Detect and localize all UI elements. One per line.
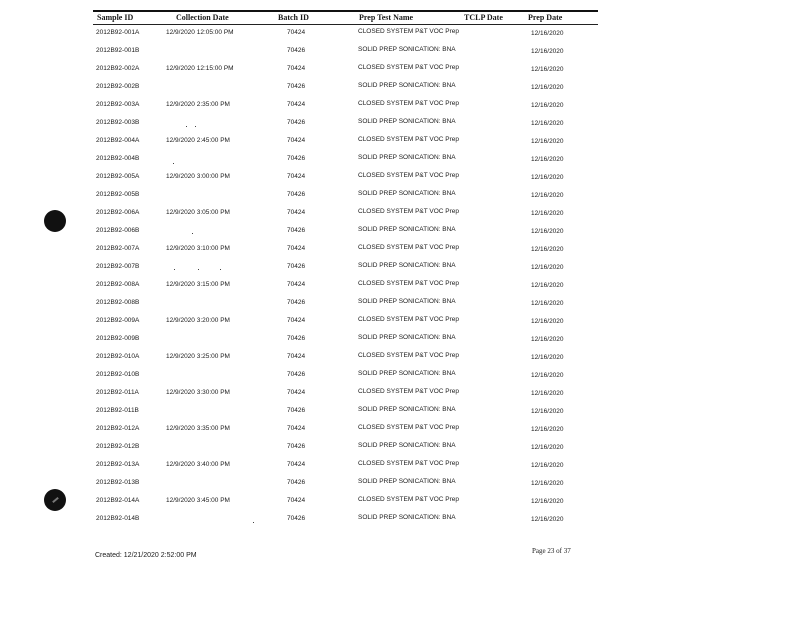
cell-prep-date: 12/16/2020 <box>531 372 564 379</box>
cell-batch-id: 70424 <box>287 209 306 216</box>
table-row <box>0 388 800 406</box>
table-row <box>0 352 800 370</box>
cell-collection-date: 12/9/2020 3:30:00 PM <box>166 389 230 396</box>
cell-prep-test-name: SOLID PREP SONICATION: BNA <box>358 154 456 161</box>
cell-batch-id: 70424 <box>287 425 306 432</box>
cell-prep-date: 12/16/2020 <box>531 264 564 271</box>
table-row <box>0 136 800 154</box>
header-prep-date: Prep Date <box>528 13 563 22</box>
cell-sample-id: 2012B92-006B <box>96 227 140 234</box>
cell-sample-id: 2012B92-002A <box>96 65 140 72</box>
cell-collection-date: 12/9/2020 2:45:00 PM <box>166 137 230 144</box>
table-row <box>0 154 800 172</box>
footer-page-number: Page 23 of 37 <box>532 547 571 555</box>
table-row <box>0 172 800 190</box>
cell-sample-id: 2012B92-013A <box>96 461 140 468</box>
cell-batch-id: 70424 <box>287 317 306 324</box>
cell-collection-date: 12/9/2020 3:25:00 PM <box>166 353 230 360</box>
cell-prep-test-name: CLOSED SYSTEM P&T VOC Prep <box>358 244 460 251</box>
cell-prep-date: 12/16/2020 <box>531 426 564 433</box>
cell-batch-id: 70426 <box>287 515 306 522</box>
cell-prep-test-name: CLOSED SYSTEM P&T VOC Prep <box>358 388 460 395</box>
cell-sample-id: 2012B92-014B <box>96 515 140 522</box>
cell-collection-date: 12/9/2020 12:05:00 PM <box>166 29 234 36</box>
table-row <box>0 298 800 316</box>
table-row <box>0 514 800 532</box>
cell-prep-test-name: CLOSED SYSTEM P&T VOC Prep <box>358 316 460 323</box>
cell-sample-id: 2012B92-001A <box>96 29 140 36</box>
cell-sample-id: 2012B92-013B <box>96 479 140 486</box>
header-bottom-rule <box>93 24 598 25</box>
table-row <box>0 496 800 514</box>
table-row <box>0 280 800 298</box>
cell-collection-date: 12/9/2020 2:35:00 PM <box>166 101 230 108</box>
table-row <box>0 28 800 46</box>
cell-sample-id: 2012B92-007B <box>96 263 140 270</box>
cell-batch-id: 70426 <box>287 479 306 486</box>
cell-sample-id: 2012B92-005B <box>96 191 140 198</box>
cell-prep-test-name: SOLID PREP SONICATION: BNA <box>358 118 456 125</box>
punch-hole-lower <box>44 489 66 511</box>
table-row <box>0 406 800 424</box>
cell-prep-test-name: SOLID PREP SONICATION: BNA <box>358 298 456 305</box>
cell-prep-test-name: SOLID PREP SONICATION: BNA <box>358 370 456 377</box>
cell-batch-id: 70424 <box>287 389 306 396</box>
cell-batch-id: 70426 <box>287 47 306 54</box>
cell-batch-id: 70424 <box>287 497 306 504</box>
cell-prep-date: 12/16/2020 <box>531 318 564 325</box>
cell-batch-id: 70424 <box>287 173 306 180</box>
table-row <box>0 226 800 244</box>
cell-sample-id: 2012B92-010A <box>96 353 140 360</box>
cell-prep-date: 12/16/2020 <box>531 462 564 469</box>
cell-batch-id: 70424 <box>287 65 306 72</box>
cell-collection-date: 12/9/2020 3:20:00 PM <box>166 317 230 324</box>
cell-sample-id: 2012B92-011A <box>96 389 139 396</box>
cell-prep-test-name: CLOSED SYSTEM P&T VOC Prep <box>358 280 460 287</box>
cell-batch-id: 70424 <box>287 101 306 108</box>
cell-prep-date: 12/16/2020 <box>531 408 564 415</box>
table-row <box>0 46 800 64</box>
header-tclp-date: TCLP Date <box>464 13 503 22</box>
cell-sample-id: 2012B92-004B <box>96 155 140 162</box>
cell-batch-id: 70424 <box>287 245 306 252</box>
cell-batch-id: 70426 <box>287 335 306 342</box>
cell-prep-date: 12/16/2020 <box>531 84 564 91</box>
table-row <box>0 244 800 262</box>
cell-prep-test-name: SOLID PREP SONICATION: BNA <box>358 82 456 89</box>
cell-prep-date: 12/16/2020 <box>531 390 564 397</box>
cell-sample-id: 2012B92-009B <box>96 335 140 342</box>
cell-prep-date: 12/16/2020 <box>531 246 564 253</box>
table-row <box>0 442 800 460</box>
cell-prep-date: 12/16/2020 <box>531 192 564 199</box>
table-row <box>0 370 800 388</box>
cell-prep-test-name: SOLID PREP SONICATION: BNA <box>358 442 456 449</box>
cell-prep-date: 12/16/2020 <box>531 336 564 343</box>
cell-batch-id: 70424 <box>287 353 306 360</box>
cell-prep-test-name: CLOSED SYSTEM P&T VOC Prep <box>358 424 460 431</box>
cell-prep-test-name: SOLID PREP SONICATION: BNA <box>358 262 456 269</box>
cell-sample-id: 2012B92-014A <box>96 497 140 504</box>
cell-prep-test-name: SOLID PREP SONICATION: BNA <box>358 190 456 197</box>
table-row <box>0 262 800 280</box>
cell-prep-test-name: SOLID PREP SONICATION: BNA <box>358 46 456 53</box>
cell-collection-date: 12/9/2020 3:00:00 PM <box>166 173 230 180</box>
cell-sample-id: 2012B92-008A <box>96 281 140 288</box>
cell-prep-test-name: CLOSED SYSTEM P&T VOC Prep <box>358 64 460 71</box>
cell-batch-id: 70426 <box>287 371 306 378</box>
table-row <box>0 478 800 496</box>
cell-prep-date: 12/16/2020 <box>531 66 564 73</box>
cell-prep-date: 12/16/2020 <box>531 516 564 523</box>
cell-collection-date: 12/9/2020 3:05:00 PM <box>166 209 230 216</box>
cell-sample-id: 2012B92-007A <box>96 245 140 252</box>
cell-prep-date: 12/16/2020 <box>531 300 564 307</box>
cell-prep-date: 12/16/2020 <box>531 480 564 487</box>
cell-prep-date: 12/16/2020 <box>531 102 564 109</box>
cell-sample-id: 2012B92-012B <box>96 443 140 450</box>
cell-prep-test-name: CLOSED SYSTEM P&T VOC Prep <box>358 28 460 35</box>
cell-prep-test-name: CLOSED SYSTEM P&T VOC Prep <box>358 208 460 215</box>
cell-collection-date: 12/9/2020 3:10:00 PM <box>166 245 230 252</box>
cell-prep-date: 12/16/2020 <box>531 228 564 235</box>
cell-sample-id: 2012B92-006A <box>96 209 140 216</box>
header-sample-id: Sample ID <box>97 13 134 22</box>
cell-prep-date: 12/16/2020 <box>531 354 564 361</box>
cell-prep-date: 12/16/2020 <box>531 120 564 127</box>
cell-sample-id: 2012B92-011B <box>96 407 139 414</box>
cell-prep-test-name: SOLID PREP SONICATION: BNA <box>358 406 456 413</box>
table-row <box>0 208 800 226</box>
cell-collection-date: 12/9/2020 3:15:00 PM <box>166 281 230 288</box>
table-row <box>0 118 800 136</box>
table-row <box>0 190 800 208</box>
cell-batch-id: 70426 <box>287 443 306 450</box>
header-top-rule <box>93 10 598 12</box>
cell-sample-id: 2012B92-012A <box>96 425 140 432</box>
cell-prep-test-name: SOLID PREP SONICATION: BNA <box>358 226 456 233</box>
cell-batch-id: 70424 <box>287 29 306 36</box>
cell-prep-test-name: CLOSED SYSTEM P&T VOC Prep <box>358 460 460 467</box>
header-prep-test-name: Prep Test Name <box>359 13 414 22</box>
cell-sample-id: 2012B92-003B <box>96 119 140 126</box>
cell-sample-id: 2012B92-008B <box>96 299 140 306</box>
cell-collection-date: 12/9/2020 3:40:00 PM <box>166 461 230 468</box>
punch-hole-upper <box>44 210 66 232</box>
cell-sample-id: 2012B92-009A <box>96 317 140 324</box>
cell-sample-id: 2012B92-001B <box>96 47 140 54</box>
cell-batch-id: 70426 <box>287 299 306 306</box>
cell-prep-test-name: SOLID PREP SONICATION: BNA <box>358 514 456 521</box>
cell-prep-test-name: CLOSED SYSTEM P&T VOC Prep <box>358 100 460 107</box>
cell-sample-id: 2012B92-004A <box>96 137 140 144</box>
cell-prep-date: 12/16/2020 <box>531 138 564 145</box>
cell-prep-test-name: CLOSED SYSTEM P&T VOC Prep <box>358 172 460 179</box>
table-row <box>0 100 800 118</box>
footer-created-timestamp: Created: 12/21/2020 2:52:00 PM <box>95 552 197 559</box>
header-collection-date: Collection Date <box>176 13 229 22</box>
table-row <box>0 424 800 442</box>
cell-prep-date: 12/16/2020 <box>531 282 564 289</box>
cell-prep-date: 12/16/2020 <box>531 210 564 217</box>
cell-prep-date: 12/16/2020 <box>531 174 564 181</box>
table-row <box>0 64 800 82</box>
table-row <box>0 82 800 100</box>
cell-prep-test-name: SOLID PREP SONICATION: BNA <box>358 478 456 485</box>
cell-batch-id: 70424 <box>287 461 306 468</box>
cell-batch-id: 70424 <box>287 281 306 288</box>
cell-prep-date: 12/16/2020 <box>531 498 564 505</box>
table-row <box>0 316 800 334</box>
cell-batch-id: 70426 <box>287 407 306 414</box>
cell-sample-id: 2012B92-003A <box>96 101 140 108</box>
cell-prep-test-name: CLOSED SYSTEM P&T VOC Prep <box>358 496 460 503</box>
cell-sample-id: 2012B92-010B <box>96 371 140 378</box>
cell-prep-date: 12/16/2020 <box>531 48 564 55</box>
header-batch-id: Batch ID <box>278 13 309 22</box>
cell-prep-test-name: CLOSED SYSTEM P&T VOC Prep <box>358 352 460 359</box>
cell-collection-date: 12/9/2020 3:35:00 PM <box>166 425 230 432</box>
cell-batch-id: 70426 <box>287 227 306 234</box>
cell-batch-id: 70426 <box>287 83 306 90</box>
table-row <box>0 460 800 478</box>
cell-collection-date: 12/9/2020 3:45:00 PM <box>166 497 230 504</box>
cell-batch-id: 70426 <box>287 119 306 126</box>
cell-sample-id: 2012B92-002B <box>96 83 140 90</box>
cell-prep-date: 12/16/2020 <box>531 156 564 163</box>
cell-prep-date: 12/16/2020 <box>531 30 564 37</box>
cell-batch-id: 70424 <box>287 137 306 144</box>
cell-sample-id: 2012B92-005A <box>96 173 140 180</box>
cell-collection-date: 12/9/2020 12:15:00 PM <box>166 65 234 72</box>
cell-prep-test-name: SOLID PREP SONICATION: BNA <box>358 334 456 341</box>
cell-prep-date: 12/16/2020 <box>531 444 564 451</box>
cell-batch-id: 70426 <box>287 191 306 198</box>
cell-prep-test-name: CLOSED SYSTEM P&T VOC Prep <box>358 136 460 143</box>
table-row <box>0 334 800 352</box>
cell-batch-id: 70426 <box>287 263 306 270</box>
cell-batch-id: 70426 <box>287 155 306 162</box>
